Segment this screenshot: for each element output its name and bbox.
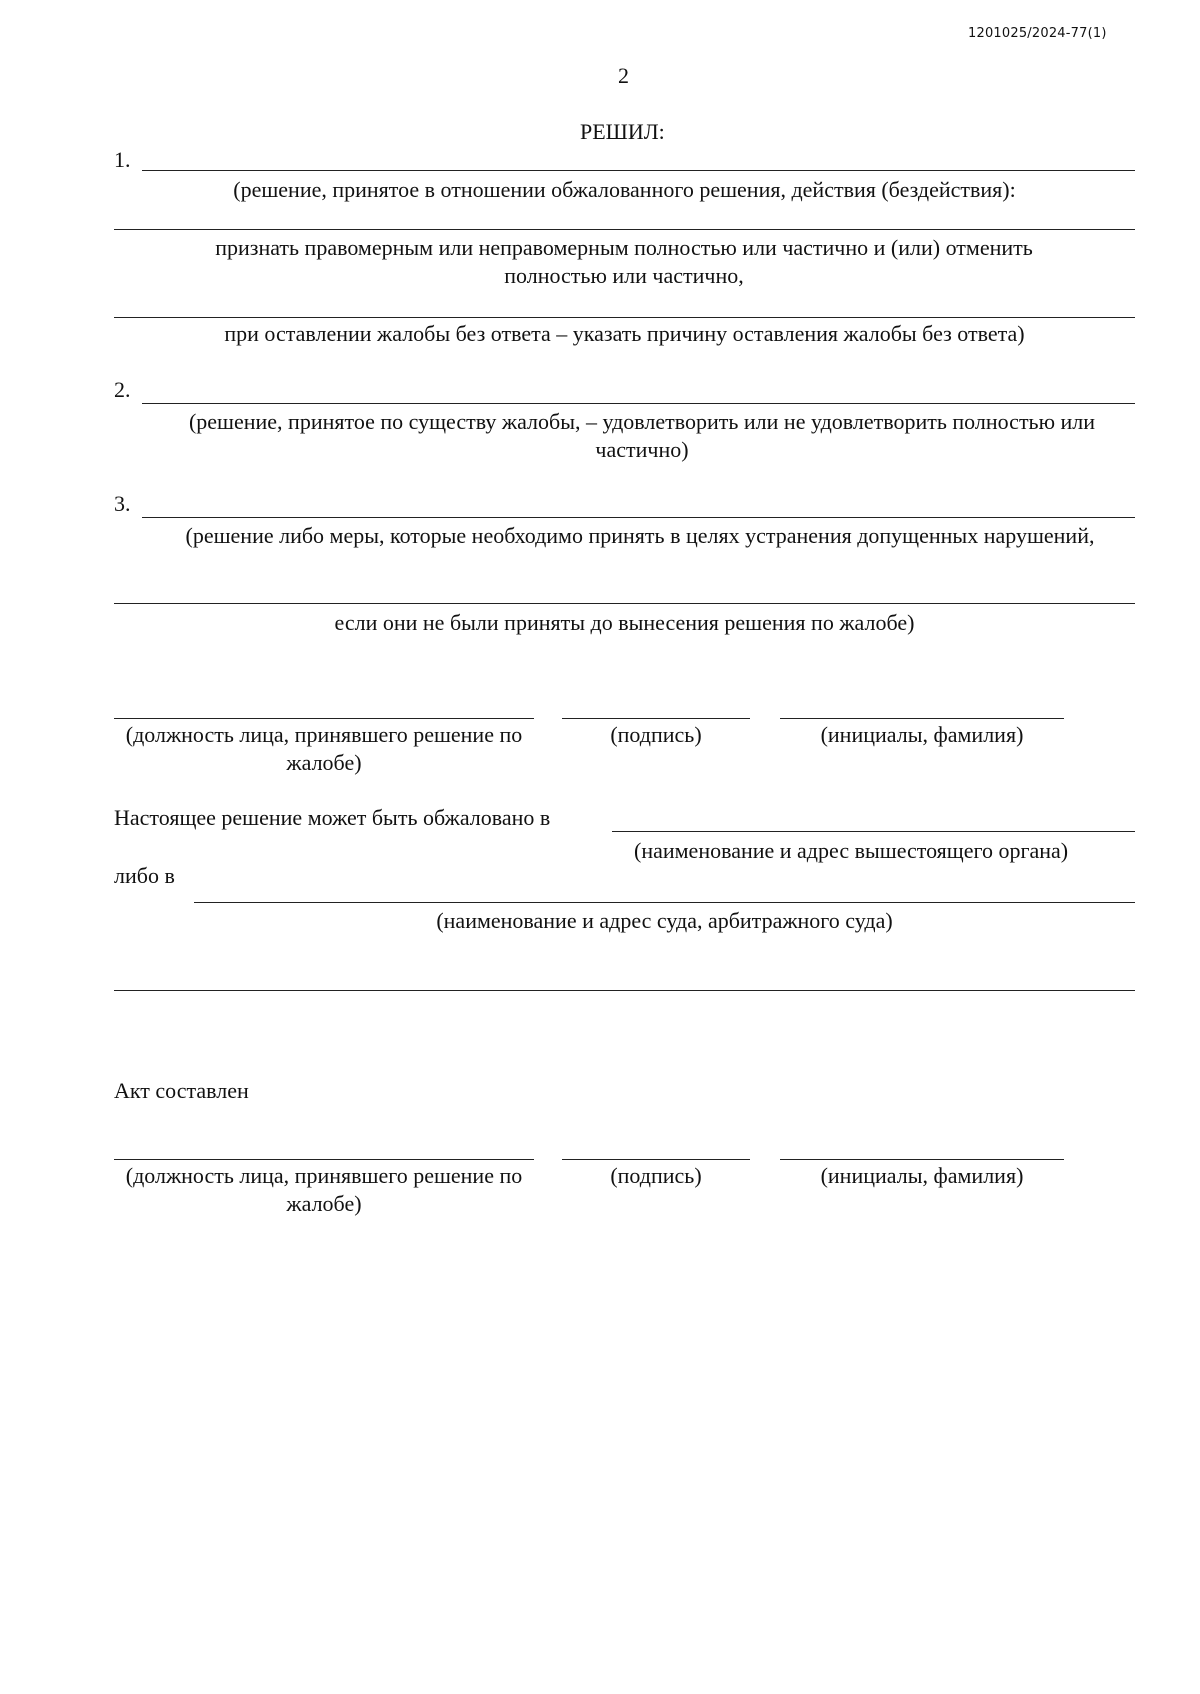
court-line [194,902,1135,903]
signature-line [562,718,750,719]
higher-body-line [612,831,1135,832]
item-3-blank-line [142,517,1135,518]
position-label: (должность лица, принявшего решение по жалобе) [125,722,523,775]
item-1-blank-line-2 [114,229,1135,230]
name-line-2 [780,1159,1064,1160]
court-line-2 [114,990,1135,991]
page-number: 2 [618,63,629,88]
act-label: Акт составлен [114,1078,249,1103]
appeal-text: Настоящее решение может быть обжаловано в [114,805,551,830]
item-2-blank-line [142,403,1135,404]
name-label: (инициалы, фамилия) [820,722,1024,747]
item-1-hint-3: при оставлении жалобы без ответа – указать причину оставления жалобы без ответа) [224,321,1025,346]
item-3-number: 3. [114,491,131,516]
signature-line-2 [562,1159,750,1160]
name-label-2: (инициалы, фамилия) [820,1163,1024,1188]
signature-label-2: (подпись) [610,1163,702,1188]
signature-label: (подпись) [610,722,702,747]
decision-heading: РЕШИЛ: [580,119,665,144]
or-text: либо в [114,863,175,888]
higher-body-hint: (наименование и адрес вышестоящего органа) [634,838,1069,863]
name-line [780,718,1064,719]
position-line [114,718,534,719]
position-label-2: (должность лица, принявшего решение по жалобе) [125,1163,523,1216]
item-1-hint-2: признать правомерным или неправомерным полностью или частично и (или) отменить полностью или частично, [215,235,1033,288]
item-1-hint-1: (решение, принятое в отношении обжалованного решения, действия (бездействия): [233,177,1016,202]
item-2-number: 2. [114,377,131,402]
item-1-blank-line-3 [114,317,1135,318]
court-hint: (наименование и адрес суда, арбитражного суда) [436,908,893,933]
position-line-2 [114,1159,534,1160]
item-3-hint-1: (решение либо меры, которые необходимо принять в целях устранения допущенных нарушений, [185,523,1095,548]
item-1-number: 1. [114,147,131,172]
item-3-blank-line-2 [114,603,1135,604]
item-2-hint: (решение, принятое по существу жалобы, – удовлетворить или не удовлетворить полностью или частично) [188,409,1096,462]
item-3-hint-2: если они не были приняты до вынесения решения по жалобе) [334,610,915,635]
document-number: 1201025/2024-77(1) [968,26,1107,41]
item-1-blank-line [142,170,1135,171]
